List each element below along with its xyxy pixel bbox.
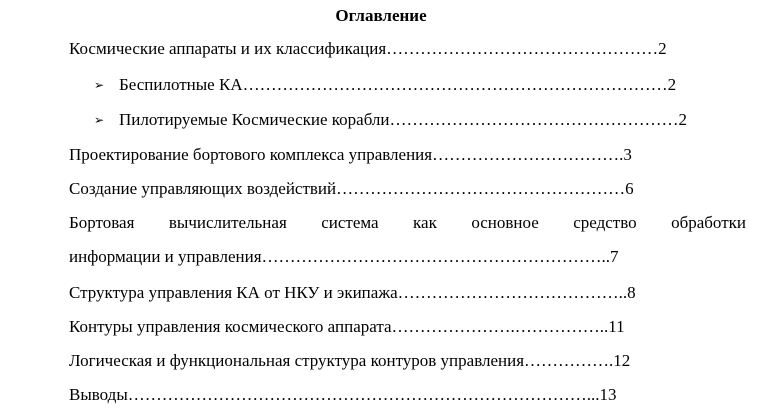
toc-entry-logical-functional-structure[interactable]: Логическая и функциональная структура контуров управления…………….12 [69,351,631,370]
toc-entry-spacecraft-classification[interactable]: Космические аппараты и их классификация…………………………………………2 [69,39,667,58]
toc-entry-manned-spacecraft[interactable]: Пилотируемые Космические корабли……………………………………………2 [119,110,688,129]
toc-word: система [321,213,379,232]
toc-entry-control-structure[interactable]: Структура управления КА от НКУ и экипажа…………………………………..8 [69,283,636,302]
toc-word: средство [573,213,637,232]
toc-word: как [413,213,437,232]
toc-word: вычислительная [168,213,287,232]
toc-word: основное [471,213,539,232]
toc-entry-control-actions[interactable]: Создание управляющих воздействий……………………………………………6 [69,179,634,198]
toc-word: Бортовая [69,213,135,232]
toc-entry-conclusions[interactable]: Выводы………………………………………………………………………...13 [69,385,617,404]
arrow-bullet-icon: ➢ [94,113,105,127]
toc-entry-onboard-computer-line2[interactable]: информации и управления……………………………………………………..7 [69,247,619,266]
toc-entry-unmanned-spacecraft[interactable]: Беспилотные КА…………………………………………………………………2 [119,75,677,94]
toc-word: обработки [671,213,746,232]
toc-entry-onboard-control-design[interactable]: Проектирование бортового комплекса управления…………………………….3 [69,145,632,164]
toc-entry-control-loops[interactable]: Контуры управления космического аппарата………………….……………..11 [69,317,625,336]
arrow-bullet-icon: ➢ [94,78,105,92]
toc-entry-onboard-computer-line1[interactable] [69,213,746,233]
toc-title: Оглавление [335,6,427,25]
